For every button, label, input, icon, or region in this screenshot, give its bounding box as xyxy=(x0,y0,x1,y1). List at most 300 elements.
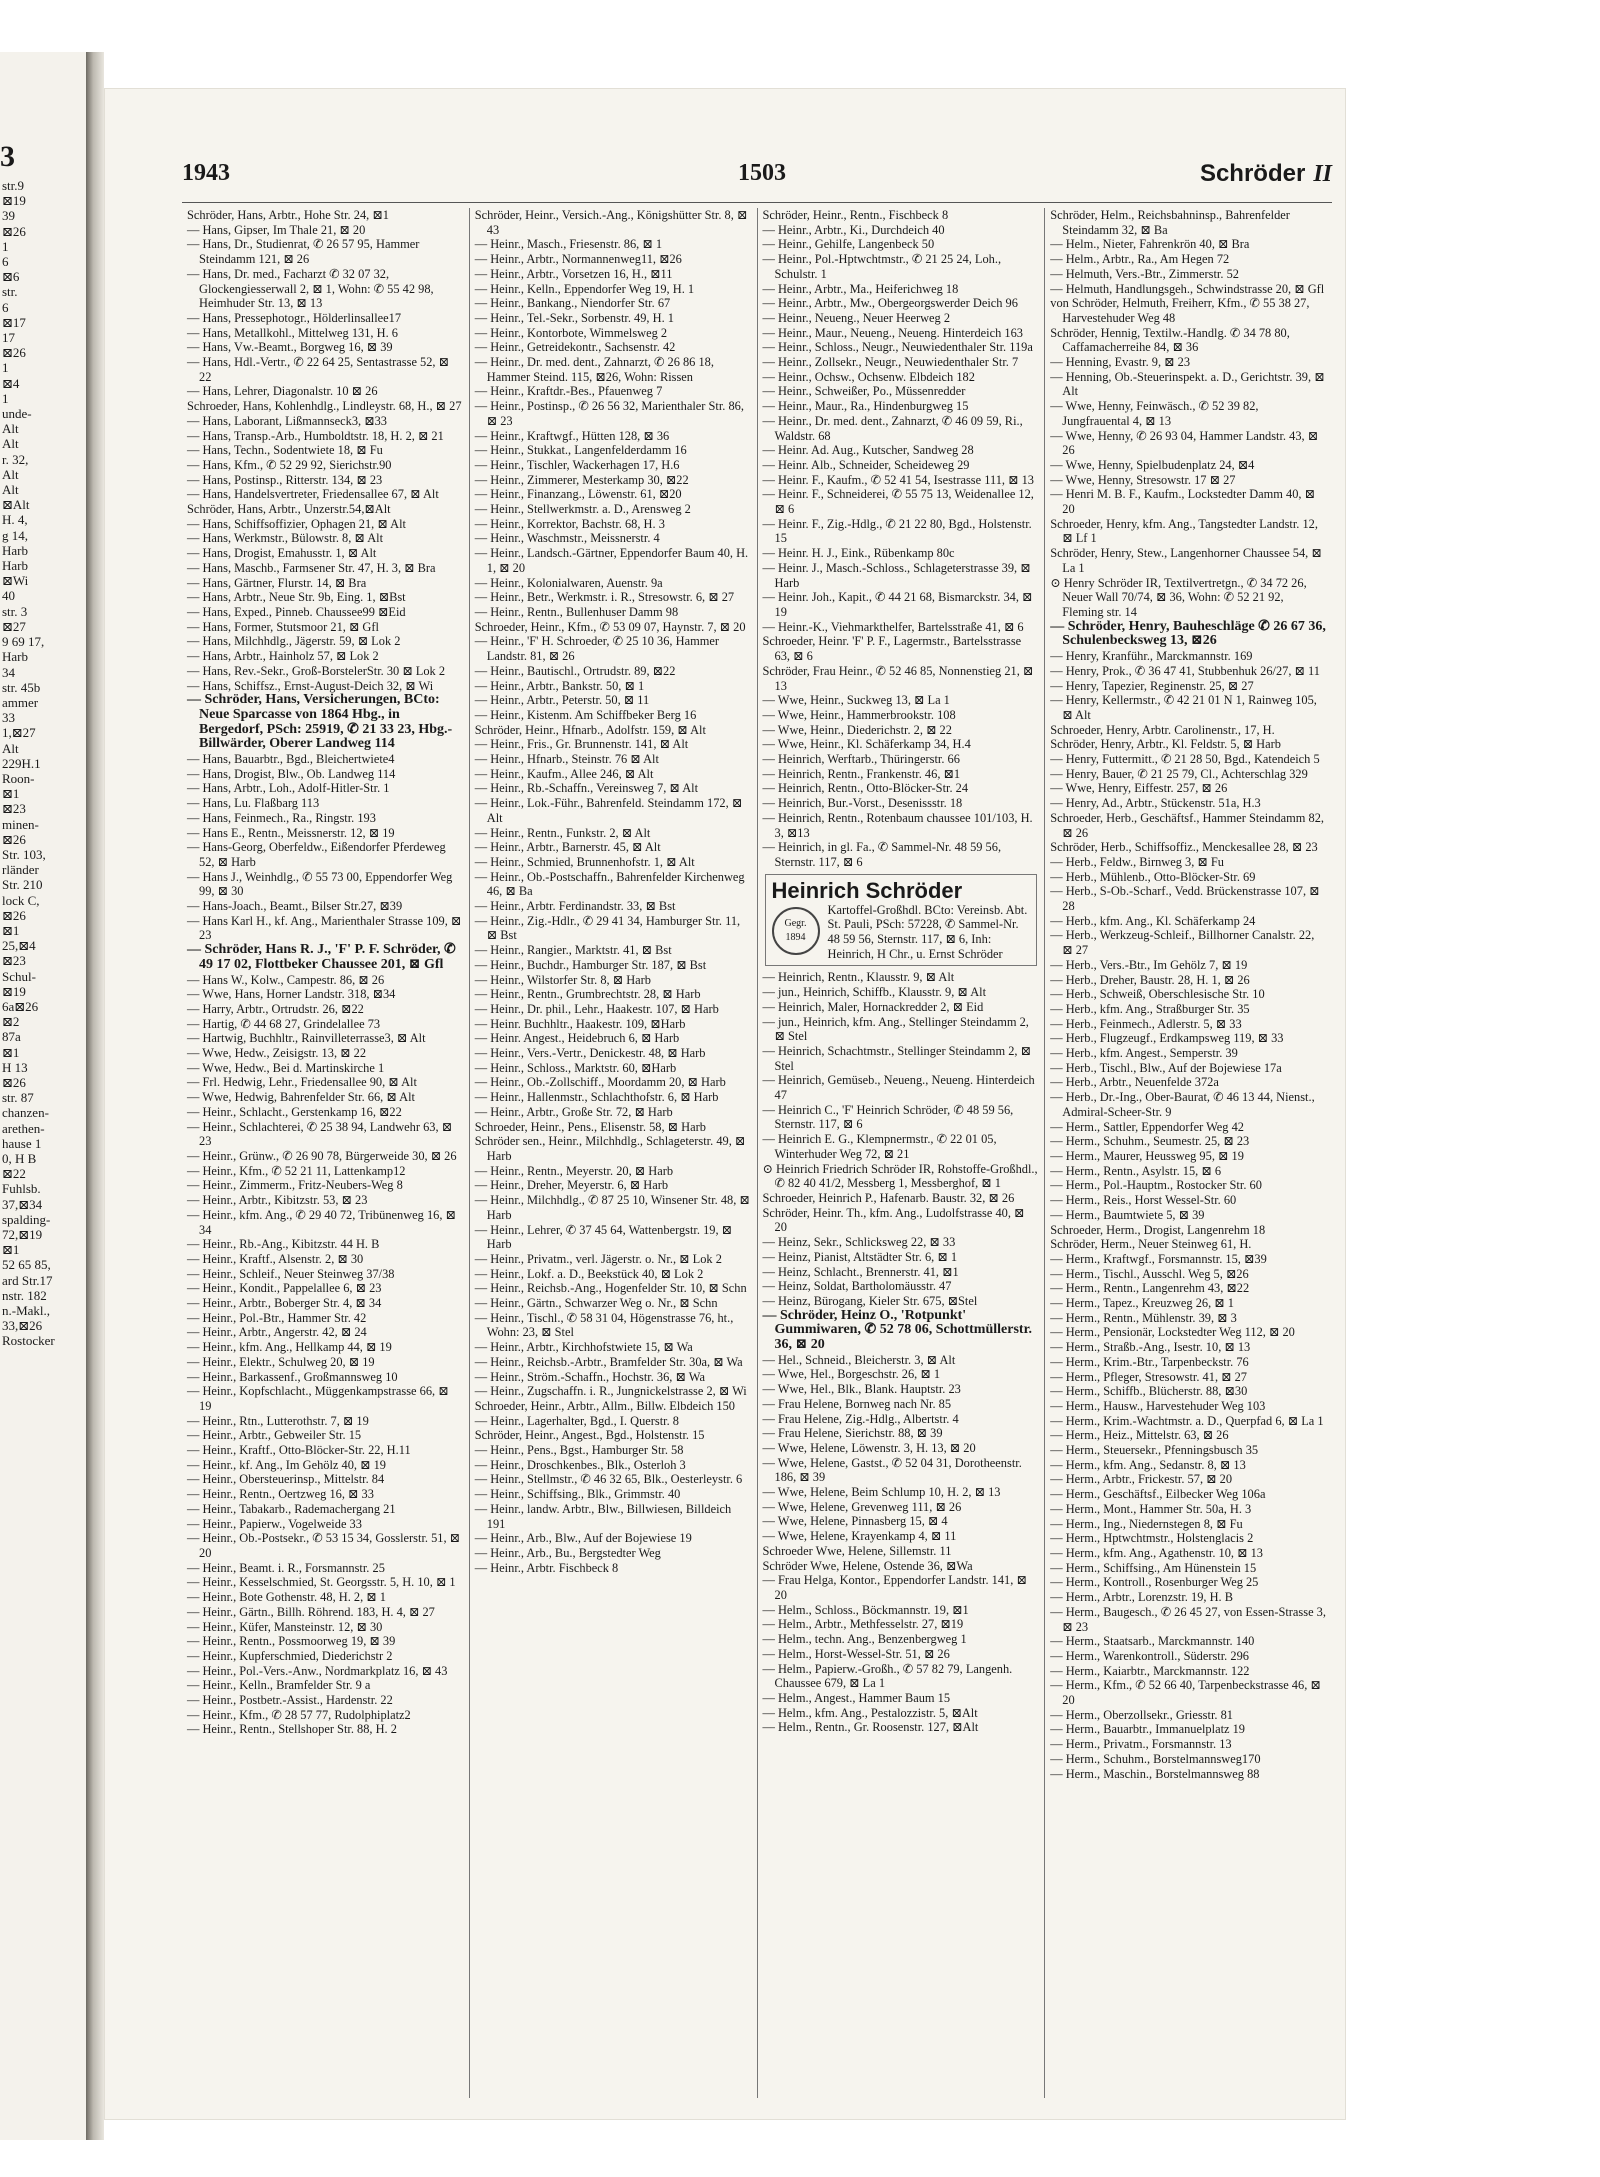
directory-entry: — Hans, Gärtner, Flurstr. 14, ⊠ Bra xyxy=(187,575,367,590)
directory-entry: Schroeder, Heinr., Pens., Elisenstr. 58, ⊠ Harb xyxy=(474,1119,706,1134)
directory-entry: — Hans-Georg, Oberfeldw., Eißendorfer Pferdeweg 52, ⊠ Harb xyxy=(187,840,446,869)
left-page-fragment-line: Alt xyxy=(2,482,19,498)
directory-entry: — jun., Heinrich, Schiffb., Klausstr. 9, ⊠ Alt xyxy=(762,985,987,1000)
directory-entry: Schröder, Hans, Arbtr., Unzerstr.54,⊠Alt xyxy=(187,502,391,517)
directory-entry: Schröder, Hennig, Textilw.-Handlg. ✆ 34 78 80, Caffamacherreihe 84, ⊠ 36 xyxy=(1050,325,1290,355)
directory-entry: — Heinr., Gärtn., Schwarzer Weg o. Nr., ⊠ Schn xyxy=(474,1296,718,1311)
directory-entry: — Heinr., Rb.-Schaffn., Vereinsweg 7, ⊠ Alt xyxy=(474,781,699,796)
directory-entry: — Hans W., Kolw., Campestr. 86, ⊠ 26 xyxy=(187,972,385,987)
directory-entry: — Heinr., Kraftdr.-Bes., Pfauenweg 7 xyxy=(474,384,663,399)
directory-entry: — Hans, Gipser, Im Thale 21, ⊠ 20 xyxy=(187,222,366,237)
directory-entry: — Henry, Bauer, ✆ 21 25 79, Cl., Achterschlag 329 xyxy=(1050,766,1308,781)
directory-entry: — Heinz, Sekr., Schlicksweg 22, ⊠ 33 xyxy=(762,1235,956,1250)
directory-entry: — Hans, Dr. med., Facharzt ✆ 32 07 32, Glockengiesserwall 2, ⊠ 1, Wohn: ✆ 55 42 98, Heimhuder Str. 13, ⊠ 13 xyxy=(187,266,434,311)
directory-entry: — Herm., Staatsarb., Marckmannstr. 140 xyxy=(1050,1634,1255,1649)
directory-entry: — Wwe, Helene, Grevenweg 111, ⊠ 26 xyxy=(762,1499,962,1514)
directory-entry: — Herb., kfm. Ang., Kl. Schäferkamp 24 xyxy=(1050,913,1256,928)
directory-entry: — Heinr., Elektr., Schulweg 20, ⊠ 19 xyxy=(187,1354,375,1369)
directory-entry: — Hans, Arbtr., Loh., Adolf-Hitler-Str. 1 xyxy=(187,781,390,796)
directory-entry: — Heinr., Pol.-Vers.-Anw., Nordmarkplatz 16, ⊠ 43 xyxy=(187,1663,448,1678)
directory-entry: — Heinr., Neueng., Neuer Heerweg 2 xyxy=(762,310,951,325)
directory-entry: — Hans, Former, Stutsmoor 21, ⊠ Gfl xyxy=(187,619,379,634)
directory-entry: — Helm., Angest., Hammer Baum 15 xyxy=(762,1690,951,1705)
directory-entry: — Herm., Oberzollsekr., Griesstr. 81 xyxy=(1050,1707,1233,1722)
left-page-number-fragment: 3 xyxy=(0,140,15,173)
directory-entry: — Heinr., kfm. Ang., ✆ 29 40 72, Tribünenweg 16, ⊠ 34 xyxy=(187,1207,456,1237)
directory-entry: — Heinr., Zimmerm., Fritz-Neubers-Weg 8 xyxy=(187,1178,403,1193)
directory-entry: — Heinz, Bürogang, Kieler Str. 675, ⊠Stel xyxy=(762,1293,978,1308)
directory-entry: — Heinr., Grünw., ✆ 26 90 78, Bürgerweide 30, ⊠ 26 xyxy=(187,1149,457,1163)
directory-entry: — Herm., Tischl., Ausschl. Weg 5, ⊠26 xyxy=(1050,1266,1249,1281)
left-page-fragment-line: str. xyxy=(2,284,18,300)
column-2 xyxy=(470,208,758,2098)
left-page-fragment-line: str.9 xyxy=(2,178,25,193)
directory-entry: Schroeder Wwe, Helene, Sillemstr. 11 xyxy=(762,1543,952,1558)
directory-entry: — Hans, Kfm., ✆ 52 29 92, Sierichstr.90 xyxy=(187,457,392,472)
directory-entry: — Herm., Geschäftsf., Eilbecker Weg 106a xyxy=(1050,1487,1266,1502)
directory-entry: — Heinr., Dr. med. dent., Zahnarzt, ✆ 46 09 59, Ri., Waldstr. 68 xyxy=(762,413,1023,443)
directory-entry: — Heinr., Lokf. a. D., Beekstück 40, ⊠ Lok 2 xyxy=(474,1266,704,1281)
directory-entry: — Herm., Steuersekr., Pfenningsbusch 35 xyxy=(1050,1443,1259,1458)
directory-entry: — Helm., Papierw.-Großh., ✆ 57 82 79, Langenh. Chaussee 679, ⊠ La 1 xyxy=(762,1661,1013,1691)
left-page-fragment-line: ⊠26 xyxy=(2,831,26,847)
left-page-fragment-line: 33,⊠26 xyxy=(2,1318,43,1334)
directory-entry: — Heinr., Rentn., Bullenhuser Damm 98 xyxy=(474,604,679,619)
left-page-fragment-line: 87a xyxy=(2,1029,21,1045)
directory-entry: Schroeder, Heinr., Kfm., ✆ 53 09 07, Haynstr. 7, ⊠ 20 xyxy=(474,619,746,634)
directory-entry: — Heinr., kf. Ang., Im Gehölz 40, ⊠ 19 xyxy=(187,1457,386,1472)
directory-entry: — Wwe, Heinr., Kl. Schäferkamp 34, H.4 xyxy=(762,737,971,752)
left-page-fragment-line: H. 4, xyxy=(2,512,28,528)
directory-entry: — Heinr., Stellwerkmstr. a. D., Arensweg 2 xyxy=(474,502,691,517)
directory-entry: — Herb., Mühlenb., Otto-Blöcker-Str. 69 xyxy=(1050,869,1256,884)
directory-entry: — Hans J., Weinhdlg., ✆ 55 73 00, Eppendorfer Weg 99, ⊠ 30 xyxy=(187,869,453,899)
directory-entry: — Heinr., Kelln., Bramfelder Str. 9 a xyxy=(187,1678,371,1693)
directory-entry: — Hartig, ✆ 44 68 27, Grindelallee 73 xyxy=(187,1016,381,1031)
directory-entry: — Herb., Vers.-Btr., Im Gehölz 7, ⊠ 19 xyxy=(1050,957,1248,972)
directory-entry: — Heinr., Kondit., Pappelallee 6, ⊠ 23 xyxy=(187,1281,382,1296)
directory-entry: — Heinr., 'F' H. Schroeder, ✆ 25 10 36, Hammer Landstr. 81, ⊠ 26 xyxy=(474,634,719,664)
directory-entry: — Heinr.-K., Viehmarkthelfer, Bartelsstraße 41, ⊠ 6 xyxy=(762,619,1024,634)
directory-entry: — Herm., kfm. Ang., Sedanstr. 8, ⊠ 13 xyxy=(1050,1457,1246,1472)
directory-entry: — Heinr., Ob.-Postschaffn., Bahrenfelder Kirchenweg 46, ⊠ Ba xyxy=(474,869,745,899)
directory-entry: — Frl. Hedwig, Lehr., Friedensallee 90, ⊠ Alt xyxy=(187,1075,417,1090)
directory-entry: — Heinr., Arbtr., Kibitzstr. 53, ⊠ 23 xyxy=(187,1193,368,1208)
directory-entry: — Hans, Arbtr., Hainholz 57, ⊠ Lok 2 xyxy=(187,649,379,664)
directory-entry: — Heinr., Schweißer, Po., Müssenredder xyxy=(762,384,966,399)
ad-title: Heinrich Schröder xyxy=(771,877,963,903)
directory-entry: — Wwe, Henry, Eiffestr. 257, ⊠ 26 xyxy=(1050,781,1228,796)
directory-entry: — Heinr., Stukkat., Langenfelderdamm 16 xyxy=(474,443,687,458)
directory-entry: — Hans, Lu. Flaßbarg 113 xyxy=(187,796,320,811)
directory-entry: Schroeder, Henry, Arbtr. Carolinenstr., 17, H. xyxy=(1050,722,1275,737)
directory-entry: — Herm., Tapez., Kreuzweg 26, ⊠ 1 xyxy=(1050,1296,1234,1311)
left-page-fragment-line: H 13 xyxy=(2,1059,28,1075)
directory-entry: — Heinr., Droschkenbes., Blk., Osterloh 3 xyxy=(474,1457,686,1472)
running-head xyxy=(1200,160,1332,188)
directory-entry: — Heinr., Rentn., Oertzweg 16, ⊠ 33 xyxy=(187,1487,374,1502)
directory-entry: — Heinr., Rentn., Funkstr. 2, ⊠ Alt xyxy=(474,825,651,840)
directory-entry: — Hans, Postinsp., Ritterstr. 134, ⊠ 23 xyxy=(187,472,383,487)
directory-entry: — Henning, Ob.-Steuerinspekt. a. D., Gerichtstr. 39, ⊠ Alt xyxy=(1050,369,1325,399)
directory-entry: — Heinr., Kraftwgf., Hütten 128, ⊠ 36 xyxy=(474,428,670,443)
directory-entry: — Heinr., Ob.-Postsekr., ✆ 53 15 34, Gosslerstr. 51, ⊠ 20 xyxy=(187,1531,461,1560)
directory-entry: Schroeder, Heinr., Arbtr., Allm., Billw. Elbdeich 150 xyxy=(474,1398,735,1413)
directory-entry: ⊙ Henry Schröder IR, Textilvertretgn., ✆ 34 72 26, Neuer Wall 70/74, ⊠ 36, Wohn: ✆ 52 21 92, Fleming str. 14 xyxy=(1050,575,1307,619)
directory-entry: — Helm., Arbtr., Ra., Am Hegen 72 xyxy=(1050,252,1230,267)
left-page-fragment-line: g 14, xyxy=(2,527,28,543)
directory-entry: — Wwe, Helene, Löwenstr. 3, H. 13, ⊠ 20 xyxy=(762,1440,976,1455)
directory-entry: — Herb., Feldw., Birnweg 3, ⊠ Fu xyxy=(1050,854,1224,869)
directory-entry: — Heinr., Kfm., ✆ 52 21 11, Lattenkamp12 xyxy=(187,1163,406,1178)
directory-entry: — Herb., Schweiß, Oberschlesische Str. 10 xyxy=(1050,987,1265,1002)
left-page-fragment-line: 1 xyxy=(2,390,9,406)
directory-entry: — Heinr., Arbtr., Gebweiler Str. 15 xyxy=(187,1428,362,1443)
directory-entry: — Heinr. F., Kaufm., ✆ 52 41 54, Isestrasse 111, ⊠ 13 xyxy=(762,472,1034,487)
directory-entry: — Heinz, Pianist, Altstädter Str. 6, ⊠ 1 xyxy=(762,1249,958,1264)
directory-entry: — Heinr. Angest., Heidebruch 6, ⊠ Harb xyxy=(474,1031,680,1046)
directory-entry: — Heinr., Beamt. i. R., Forsmannstr. 25 xyxy=(187,1560,385,1575)
directory-entry: — Heinrich, Rentn., Frankenstr. 46, ⊠1 xyxy=(762,766,961,781)
directory-entry: Schröder, Herm., Neuer Steinweg 61, H. xyxy=(1050,1237,1252,1252)
directory-entry: — Heinr., Schlacht., Gerstenkamp 16, ⊠22 xyxy=(187,1104,402,1119)
directory-entry: — Heinr., Arbtr. Fischbeck 8 xyxy=(474,1560,619,1575)
directory-entry: — Hans, Handelsvertreter, Friedensallee 67, ⊠ Alt xyxy=(187,487,439,502)
left-page-fragment-line: ⊠26 xyxy=(2,1074,26,1090)
directory-entry: — Heinr. Ad. Aug., Kutscher, Sandweg 28 xyxy=(762,443,974,458)
directory-entry: — Herb., Flugzeugf., Erdkampsweg 119, ⊠ 33 xyxy=(1050,1031,1284,1046)
directory-entry: — Heinr., Rb.-Ang., Kibitzstr. 44 H. B xyxy=(187,1237,380,1252)
directory-entry: — Heinr., Schmied, Brunnenhofstr. 1, ⊠ Alt xyxy=(474,854,695,869)
directory-entry: — Heinr. F., Schneiderei, ✆ 55 75 13, Weidenallee 12, ⊠ 6 xyxy=(762,487,1034,517)
directory-entry: — Heinr., Gärtn., Billh. Röhrend. 183, H. 4, ⊠ 27 xyxy=(187,1604,435,1619)
directory-entry: — Heinr., Postinsp., ✆ 26 56 32, Marienthaler Str. 86, ⊠ 23 xyxy=(474,399,744,428)
directory-entry: — Heinr., Arbtr., Barnerstr. 45, ⊠ Alt xyxy=(474,840,661,855)
directory-entry: Schröder, Herb., Schiffsoffiz., Menckesallee 28, ⊠ 23 xyxy=(1050,840,1318,855)
directory-entry: — Hans, Bauarbtr., Bgd., Bleichertwiete4 xyxy=(187,752,395,767)
directory-entry: — Wwe, Heinr., Hammerbrookstr. 108 xyxy=(762,707,956,722)
directory-entry: — Herm., Warenkontroll., Süderstr. 296 xyxy=(1050,1648,1249,1663)
directory-entry: Schröder, Helm., Reichsbahninsp., Bahrenfelder Steindamm 32, ⊠ Ba xyxy=(1050,208,1290,237)
directory-entry: — Herb., Tischl., Blw., Auf der Bojewiese 17a xyxy=(1050,1060,1282,1075)
directory-entry: — Heinr., Küfer, Mansteinstr. 12, ⊠ 30 xyxy=(187,1619,383,1634)
directory-entry: — Herm., Privatm., Forsmannstr. 13 xyxy=(1050,1737,1232,1752)
directory-entry: Schroeder, Henry, kfm. Ang., Tangstedter Landstr. 12, ⊠ Lf 1 xyxy=(1050,516,1318,546)
directory-entry: — Hans, Exped., Pinneb. Chaussee99 ⊠Eid xyxy=(187,604,406,619)
left-page-fragment-line: Alt xyxy=(2,436,19,452)
scan-border-bottom xyxy=(0,2140,1600,2177)
directory-entry: — Helm., Arbtr., Methfesselstr. 27, ⊠19 xyxy=(762,1617,964,1632)
left-page-fragment-line: 39 xyxy=(2,208,15,224)
directory-entry: — Heinrich, Bur.-Vorst., Desenissstr. 18 xyxy=(762,796,963,811)
scan-border-top xyxy=(0,0,1600,52)
left-page-fragment-line: 6a⊠26 xyxy=(2,998,39,1014)
directory-entry: — Heinr., Rentn., Grumbrechtstr. 28, ⊠ Harb xyxy=(474,987,701,1002)
directory-entry: — Herm., Heiz., Mittelstr. 63, ⊠ 26 xyxy=(1050,1428,1229,1443)
directory-entry: — Heinr. J., Masch.-Schloss., Schlageterstrasse 39, ⊠ Harb xyxy=(762,560,1031,590)
directory-entry: Schröder, Frau Heinr., ✆ 52 46 85, Nonnenstieg 21, ⊠ 13 xyxy=(762,663,1034,693)
directory-entry: — Wwe, Helene, Pinnasberg 15, ⊠ 4 xyxy=(762,1514,948,1529)
left-page-fragment-line: ⊠26 xyxy=(2,345,26,361)
directory-entry: — Heinr., Arbtr., Große Str. 72, ⊠ Harb xyxy=(474,1104,673,1119)
directory-entry: — Heinr., Rangier., Marktstr. 41, ⊠ Bst xyxy=(474,943,672,958)
left-page-fragment-line: Str. 103, xyxy=(2,846,46,862)
directory-entry: — Heinr., Ochsw., Ochsenw. Elbdeich 182 xyxy=(762,369,975,384)
left-page-fragment-line: unde- xyxy=(2,406,32,422)
directory-entry: — Heinr., Arbtr. Ferdinandstr. 33, ⊠ Bst xyxy=(474,899,676,914)
directory-entry: — Herm., Hptwchtmstr., Holstenglacis 2 xyxy=(1050,1531,1254,1546)
left-page-fragment-line: ⊠27 xyxy=(2,618,26,634)
directory-entry: — Heinr., Milchhdlg., ✆ 87 25 10, Winsener Str. 48, ⊠ Harb xyxy=(474,1193,750,1222)
directory-entry: — Heinr., Obersteuerinsp., Mittelstr. 84 xyxy=(187,1472,385,1487)
directory-entry: — Hans, Drogist, Emahusstr. 1, ⊠ Alt xyxy=(187,546,377,561)
book-gutter xyxy=(86,52,104,2140)
left-page-fragment-line: Harb xyxy=(2,649,28,665)
directory-entry: — Heinr., Arbtr., Angerstr. 42, ⊠ 24 xyxy=(187,1325,367,1340)
directory-entry: — Heinr., Maur., Neueng., Neueng. Hinterdeich 163 xyxy=(762,325,1023,340)
left-page-fragment-line: 40 xyxy=(2,588,15,604)
directory-entry: — Heinr., Arbtr., Bankstr. 50, ⊠ 1 xyxy=(474,678,645,693)
left-page-fragment-line: spalding- xyxy=(2,1211,51,1227)
left-page-fragment-line: ⊠19 xyxy=(2,983,26,999)
directory-entry: — Herb., Feinmech., Adlerstr. 5, ⊠ 33 xyxy=(1050,1016,1242,1031)
directory-entry: — Heinr., Schloss., Neugr., Neuwiedenthaler Str. 119a xyxy=(762,340,1033,355)
directory-entry: Schroeder, Hans, Kohlenhdlg., Lindleystr. 68, H., ⊠ 27 xyxy=(187,399,462,414)
directory-entry: von Schröder, Helmuth, Freiherr, Kfm., ✆ 55 38 27, Harvestehuder Weg 48 xyxy=(1050,296,1310,325)
directory-entry: — Heinrich C., 'F' Heinrich Schröder, ✆ 48 59 56, Sternstr. 117, ⊠ 6 xyxy=(762,1102,1014,1132)
directory-entry: — Heinr., Tischl., ✆ 58 31 04, Högenstrasse 76, ht., Wohn: 23, ⊠ Stel xyxy=(474,1310,734,1340)
directory-entry: — Wwe, Helene, Krayenkamp 4, ⊠ 11 xyxy=(762,1529,957,1544)
directory-entry: — Helmuth, Handlungsgeh., Schwindstrasse 20, ⊠ Gfl xyxy=(1050,281,1325,296)
left-page-fragment-line: ⊠23 xyxy=(2,953,26,969)
directory-entry: — Hans, Hdl.-Vertr., ✆ 22 64 25, Sentastrasse 52, ⊠ 22 xyxy=(187,355,450,384)
directory-entry: — Heinr., Landsch.-Gärtner, Eppendorfer Baum 40, H. 1, ⊠ 20 xyxy=(474,546,749,575)
page-header xyxy=(182,160,1332,200)
directory-entry: — Wwe, Hedw., Zeisigstr. 13, ⊠ 22 xyxy=(187,1046,367,1061)
directory-entry: — Hans, Drogist, Blw., Ob. Landweg 114 xyxy=(187,766,396,781)
directory-entry: — Herm., Arbtr., Frickestr. 57, ⊠ 20 xyxy=(1050,1472,1233,1487)
directory-entry: — Heinr., Arbtr., Boberger Str. 4, ⊠ 34 xyxy=(187,1296,382,1311)
directory-entry: — Heinr., Rtn., Lutterothstr. 7, ⊠ 19 xyxy=(187,1413,369,1428)
left-page-fragment-line: 6 xyxy=(2,254,9,270)
left-page-fragment-line: Schul- xyxy=(2,968,36,984)
directory-entry: — Schröder, Heinz O., 'Rotpunkt' Gummiwaren, ✆ 52 78 06, Schottmüllerstr. 36, ⊠ 20 xyxy=(762,1307,1032,1353)
directory-entry: — Heinr., Arbtr., Ma., Heiferichweg 18 xyxy=(762,281,959,296)
directory-entry: — Heinr., Dreher, Meyerstr. 6, ⊠ Harb xyxy=(474,1178,669,1193)
directory-entry: — jun., Heinrich, kfm. Ang., Stellinger Steindamm 2, ⊠ Stel xyxy=(762,1014,1029,1044)
directory-columns xyxy=(182,208,1332,2098)
left-page-fragment-line: Harb xyxy=(2,542,28,558)
directory-entry: — Herm., Schiffsing., Am Hünenstein 15 xyxy=(1050,1560,1257,1575)
directory-entry: — Herm., Kfm., ✆ 52 66 40, Tarpenbeckstrasse 46, ⊠ 20 xyxy=(1050,1678,1321,1708)
directory-entry: — Herm., Maurer, Heussweg 95, ⊠ 19 xyxy=(1050,1149,1244,1163)
left-page-fragment-line: lock C, xyxy=(2,892,40,908)
directory-entry: — Heinr., Arbtr., Vorsetzen 16, H., ⊠11 xyxy=(474,266,673,281)
directory-entry: — Herm., Schuhm., Seumestr. 25, ⊠ 23 xyxy=(1050,1134,1250,1149)
directory-entry: — Heinrich, Werftarb., Thüringerstr. 66 xyxy=(762,752,960,767)
directory-entry: — Heinr., Korrektor, Bachstr. 68, H. 3 xyxy=(474,516,665,531)
directory-entry: — Hans, Schiffsz., Ernst-August-Deich 32, ⊠ Wi xyxy=(187,678,434,693)
directory-entry: — Heinr., Zollsekr., Neugr., Neuwiedenthaler Str. 7 xyxy=(762,355,1019,370)
header-rule xyxy=(182,202,1332,203)
directory-entry: — Hans, Techn., Sodentwiete 18, ⊠ Fu xyxy=(187,443,383,458)
left-page-fragment-line: str. 3 xyxy=(2,603,28,619)
directory-entry: — Herm., Schiffb., Blücherstr. 88, ⊠30 xyxy=(1050,1384,1248,1399)
directory-entry: — Herm., Pol.-Hauptm., Rostocker Str. 60 xyxy=(1050,1178,1262,1193)
running-roman: II xyxy=(1313,161,1332,187)
directory-entry: — Herm., Kaiarbtr., Marckmannstr. 122 xyxy=(1050,1663,1250,1678)
directory-entry: — Heinr., Dr. phil., Lehr., Haakestr. 107, ⊠ Harb xyxy=(474,1001,719,1016)
directory-entry: — Wwe, Hedw., Bei d. Martinskirche 1 xyxy=(187,1060,385,1075)
directory-entry: — Heinr., Tischler, Wackerhagen 17, H.6 xyxy=(474,457,680,472)
page-number-left: 1943 xyxy=(182,160,230,186)
directory-entry: — Heinr., Stellmstr., ✆ 46 32 65, Blk., Oesterleystr. 6 xyxy=(474,1472,743,1487)
directory-entry: — Schröder, Hans, Versicherungen, BCto: Neue Sparcasse von 1864 Hbg., in Bergedorf, PSch: 25919, ✆ 21 33 23, Hbg.-Billwärder, Oberer Landweg 114 xyxy=(187,692,453,752)
left-page-fragment xyxy=(0,52,87,2140)
directory-entry: — Heinr., Tabakarb., Rademachergang 21 xyxy=(187,1501,396,1516)
directory-entry: — Heinr., Kelln., Eppendorfer Weg 19, H. 1 xyxy=(474,281,695,296)
directory-entry: — Heinr., Masch., Friesenstr. 86, ⊠ 1 xyxy=(474,237,663,252)
directory-entry: — Herm., Rentn., Asylstr. 15, ⊠ 6 xyxy=(1050,1163,1222,1178)
left-page-fragment-line: str. 45b xyxy=(2,679,41,695)
directory-entry: — Heinr., Bautischl., Ortrudstr. 89, ⊠22 xyxy=(474,663,676,678)
directory-entry: — Helm., Schloss., Böckmannstr. 19, ⊠1 xyxy=(762,1602,969,1617)
column-3-entries-after-ad xyxy=(763,970,1040,1735)
left-page-fragment-line: Alt xyxy=(2,466,19,482)
directory-entry: — Hans, Werkmstr., Bülowstr. 8, ⊠ Alt xyxy=(187,531,384,546)
left-page-fragment-line: 9 69 17, xyxy=(2,634,45,650)
directory-entry: — Heinr., Bote Gothenstr. 48, H. 2, ⊠ 1 xyxy=(187,1590,386,1605)
directory-entry: — Wwe, Henny, Spielbudenplatz 24, ⊠4 xyxy=(1050,457,1255,472)
directory-entry: — Herm., Mont., Hammer Str. 50a, H. 3 xyxy=(1050,1501,1252,1516)
directory-entry: — Heinrich E. G., Klempnermstr., ✆ 22 01 05, Winterhuder Weg 72, ⊠ 21 xyxy=(762,1132,997,1161)
directory-entry: — Heinr., Schloss., Marktstr. 60, ⊠Harb xyxy=(474,1060,677,1075)
directory-entry: — Heinr., Kraftf., Otto-Blöcker-Str. 22, H.11 xyxy=(187,1443,411,1458)
directory-entry: — Heinr., Schlachterei, ✆ 25 38 94, Landwehr 63, ⊠ 23 xyxy=(187,1119,453,1149)
left-page-fragment-line: 229H.1 xyxy=(2,755,41,771)
directory-entry: Schröder, Heinr. Th., kfm. Ang., Ludolfstrasse 40, ⊠ 20 xyxy=(762,1205,1025,1235)
left-page-fragment-line: ammer xyxy=(2,694,39,710)
directory-entry: — Heinrich, Rentn., Otto-Blöcker-Str. 24 xyxy=(762,781,969,796)
directory-entry: — Hans Karl H., kf. Ang., Marienthaler Strasse 109, ⊠ 23 xyxy=(187,913,462,943)
left-page-fragment-line: ⊠19 xyxy=(2,193,26,209)
directory-entry: Schröder, Heinr., Versich.-Ang., Königshütter Str. 8, ⊠ 43 xyxy=(474,208,748,237)
directory-entry: — Herb., Dreher, Baustr. 28, H. 1, ⊠ 26 xyxy=(1050,972,1250,987)
directory-entry: — Heinr., Lehrer, ✆ 37 45 64, Wattenbergstr. 19, ⊠ Harb xyxy=(474,1222,733,1252)
directory-entry: — Hans-Joach., Beamt., Bilser Str.27, ⊠39 xyxy=(187,899,403,914)
directory-entry: — Herm., Rentn., Langenrehm 43, ⊠22 xyxy=(1050,1281,1250,1296)
directory-entry: — Heinr., Arbtr., Mw., Obergeorgswerder Deich 96 xyxy=(762,296,1018,311)
directory-entry: Schröder, Henry, Arbtr., Kl. Feldstr. 5, ⊠ Harb xyxy=(1050,737,1281,752)
directory-entry: — Helm., Rentn., Gr. Roosenstr. 127, ⊠Alt xyxy=(762,1720,979,1735)
directory-entry: — Helm., Horst-Wessel-Str. 51, ⊠ 26 xyxy=(762,1646,950,1661)
directory-entry: — Hans, Rev.-Sekr., Groß-BorstelerStr. 30 ⊠ Lok 2 xyxy=(187,663,446,678)
directory-entry: — Heinr., Kopfschlacht., Müggenkampstrasse 66, ⊠ 19 xyxy=(187,1384,449,1413)
directory-entry: — Herm., Pensionär, Lockstedter Weg 112, ⊠ 20 xyxy=(1050,1325,1295,1340)
left-page-fragment-line: 25,⊠4 xyxy=(2,938,36,954)
directory-entry: — Heinr., Gehilfe, Langenbeck 50 xyxy=(762,237,935,252)
left-page-fragment-line: arethen- xyxy=(2,1120,45,1136)
directory-entry: — Heinr., Schiffsing., Blk., Grimmstr. 40 xyxy=(474,1487,681,1502)
left-page-fragment-line: ⊠1 xyxy=(2,786,20,802)
directory-entry: — Henning, Evastr. 9, ⊠ 23 xyxy=(1050,355,1191,370)
directory-entry: — Heinr., Schleif., Neuer Steinweg 37/38 xyxy=(187,1266,395,1281)
directory-entry: — Hans, Feinmech., Ra., Ringstr. 193 xyxy=(187,810,376,825)
directory-entry: — Heinz, Schlacht., Brennerstr. 41, ⊠1 xyxy=(762,1264,959,1279)
directory-entry: — Heinr., Betr., Werkmstr. i. R., Stresowstr. 6, ⊠ 27 xyxy=(474,590,735,605)
directory-entry: Schroeder, Heinr. 'F' P. F., Lagermstr., Bartelsstrasse 63, ⊠ 6 xyxy=(762,634,1022,664)
directory-entry: — Herb., kfm. Angest., Semperstr. 39 xyxy=(1050,1046,1238,1061)
directory-entry: — Heinr., Barkassenf., Großmannsweg 10 xyxy=(187,1369,398,1384)
directory-entry: — Hans, Laborant, Lißmannseck3, ⊠33 xyxy=(187,413,387,428)
directory-entry: Schröder sen., Heinr., Milchhdlg., Schlageterstr. 49, ⊠ Harb xyxy=(474,1134,746,1163)
directory-entry: — Herb., kfm. Ang., Straßburger Str. 35 xyxy=(1050,1001,1250,1016)
directory-entry: — Heinr., Getreidekontr., Sachsenstr. 42 xyxy=(474,340,676,355)
left-page-fragment-line: ⊠Alt xyxy=(2,497,30,513)
founding-seal-icon: Gegr. 1894 xyxy=(772,907,820,955)
directory-entry: — Henry, Prok., ✆ 36 47 41, Stubbenhuk 26/27, ⊠ 11 xyxy=(1050,663,1320,678)
directory-entry: — Heinr., Lagerhalter, Bgd., I. Querstr. 8 xyxy=(474,1413,679,1428)
directory-entry: — Wwe, Heinr., Diederichstr. 2, ⊠ 22 xyxy=(762,722,952,737)
directory-entry: — Heinr., Zig.-Hdlr., ✆ 29 41 34, Hamburger Str. 11, ⊠ Bst xyxy=(474,913,741,943)
directory-entry: — Heinr., Kontorbote, Wimmelsweg 2 xyxy=(474,325,668,340)
directory-entry: — Hans, Metallkohl., Mittelweg 131, H. 6 xyxy=(187,325,398,340)
directory-entry: Schroeder, Heinrich P., Hafenarb. Baustr. 32, ⊠ 26 xyxy=(762,1191,1015,1205)
directory-entry: — Heinr., Dr. med. dent., Zahnarzt, ✆ 26 86 18, Hammer Steind. 115, ⊠26, Wohn: Rissen xyxy=(474,355,714,384)
directory-entry: — Heinr., Wilstorfer Str. 8, ⊠ Harb xyxy=(474,972,651,987)
left-page-fragment-line: 72,⊠19 xyxy=(2,1227,43,1243)
directory-entry: — Hans E., Rentn., Meissnerstr. 12, ⊠ 19 xyxy=(187,825,395,840)
directory-entry: — Wwe, Hel., Borgeschstr. 26, ⊠ 1 xyxy=(762,1367,941,1382)
directory-entry: — Frau Helene, Bornweg nach Nr. 85 xyxy=(762,1396,952,1411)
directory-entry: — Heinr., Ström.-Schaffn., Hochstr. 36, ⊠ Wa xyxy=(474,1369,705,1384)
directory-entry: — Hans, Schiffsoffizier, Ophagen 21, ⊠ Alt xyxy=(187,516,407,531)
directory-entry: — Herm., Reis., Horst Wessel-Str. 60 xyxy=(1050,1193,1237,1208)
left-page-fragment-line: nstr. 182 xyxy=(2,1287,47,1303)
directory-entry: — Hans, Maschb., Farmsener Str. 47, H. 3, ⊠ Bra xyxy=(187,560,436,575)
scan-border-right xyxy=(1346,52,1600,2140)
left-page-fragment-line: ⊠2 xyxy=(2,1014,20,1030)
left-page-fragment-line: n.-Makl., xyxy=(2,1303,51,1319)
column-4 xyxy=(1045,208,1332,2098)
left-page-fragment-line: hause 1 xyxy=(2,1135,42,1151)
directory-entry: — Heinr. Alb., Schneider, Scheideweg 29 xyxy=(762,457,970,472)
page-number-center: 1503 xyxy=(738,160,786,186)
left-page-fragment-line: 52 65 85, xyxy=(2,1257,51,1273)
directory-entry: — Heinr., Vers.-Vertr., Denickestr. 48, ⊠ Harb xyxy=(474,1046,706,1061)
directory-entry: — Heinr., Bankang., Niendorfer Str. 67 xyxy=(474,296,671,311)
left-page-fragment-line: str. 87 xyxy=(2,1090,34,1106)
left-page-fragment-line: ⊠22 xyxy=(2,1166,26,1182)
directory-entry: — Heinr., Zugschaffn. i. R., Jungnickelstrasse 2, ⊠ Wi xyxy=(474,1384,747,1399)
directory-entry: — Henry, Ad., Arbtr., Stückenstr. 51a, H.3 xyxy=(1050,796,1261,811)
directory-entry: — Heinrich, Maler, Hornackredder 2, ⊠ Eid xyxy=(762,999,984,1014)
directory-entry: — Heinrich, Rentn., Rotenbaum chaussee 101/103, H. 3, ⊠13 xyxy=(762,810,1033,840)
left-page-fragment-line: ⊠1 xyxy=(2,1242,20,1258)
left-page-fragment-line: ard Str.17 xyxy=(2,1272,53,1288)
left-page-fragment-line: ⊠1 xyxy=(2,922,20,938)
directory-entry: — Herm., Sattler, Eppendorfer Weg 42 xyxy=(1050,1119,1244,1134)
running-title: Schröder xyxy=(1199,160,1306,187)
left-page-fragment-line: minen- xyxy=(2,816,39,832)
directory-page xyxy=(104,88,1346,2120)
directory-entry: — Heinr. H. J., Eink., Rübenkamp 80c xyxy=(762,546,955,561)
directory-entry: — Heinr., Pol.-Btr., Hammer Str. 42 xyxy=(187,1310,367,1325)
directory-entry: Schröder, Hans, Arbtr., Hohe Str. 24, ⊠1 xyxy=(187,208,389,222)
directory-entry: — Heinrich, in gl. Fa., ✆ Sammel-Nr. 48 59 56, Sternstr. 117, ⊠ 6 xyxy=(762,840,1002,869)
left-page-fragment-line: ⊠1 xyxy=(2,1044,20,1060)
directory-entry: — Heinr., Finanzang., Löwenstr. 61, ⊠20 xyxy=(474,487,682,502)
